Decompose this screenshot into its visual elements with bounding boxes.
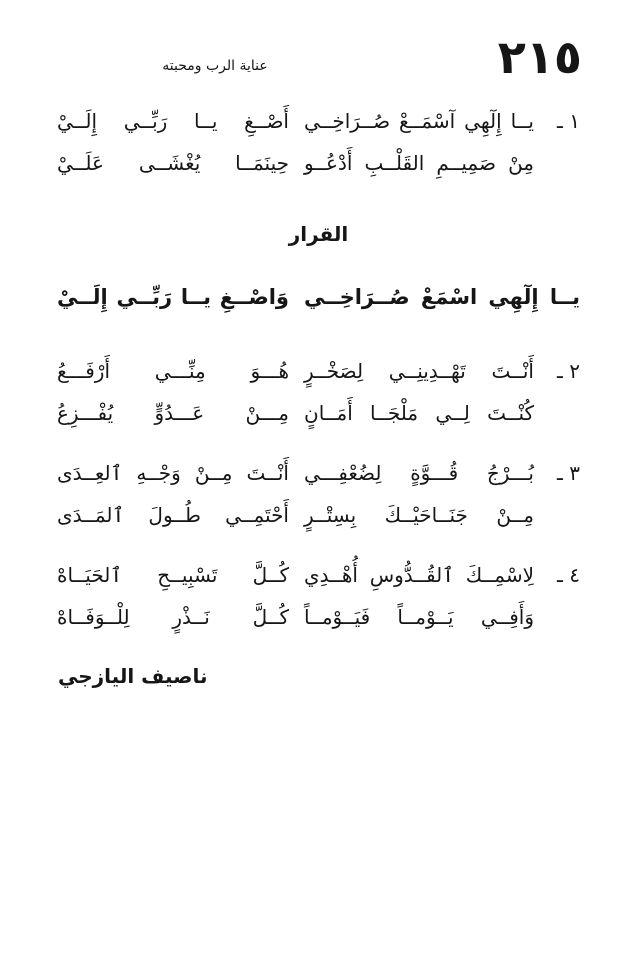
hemistich-right: يــا إِلٓهِي اسْمَعْ صُــرَاخِــي xyxy=(304,285,580,309)
verse-line xyxy=(57,276,580,318)
verse-number: ٣ ـ xyxy=(557,461,580,485)
hemistich-text: يــا إِلٓهِي آسْمَــعْ صُــرَاخِــي xyxy=(304,109,534,133)
verse-number-spacer xyxy=(534,596,580,638)
hemistich-left: أَحْتَمِــي طُــولَ ٱلمَــدَى xyxy=(57,503,289,527)
hemistich-left: كُــلَّ نَــذْرٍ لِلْــوَفَــاهْ xyxy=(57,605,289,629)
verse-number: ٢ ـ xyxy=(557,359,580,383)
verse-line xyxy=(57,494,580,536)
hemistich-text: بُـــرْجُ قُـــوَّةٍ لِضُعْفِـــي xyxy=(304,461,534,485)
verse-2 xyxy=(57,350,580,434)
verse-number-spacer xyxy=(534,494,580,536)
hemistich-left: أَنْــتَ مِــنْ وَجْــهِ ٱلعِــدَى xyxy=(57,461,289,485)
hemistich-text: مِنْ صَمِيــمِ القَلْــبِ أَدْعُــو xyxy=(304,151,534,175)
hemistich-right xyxy=(304,554,580,596)
verse-3 xyxy=(57,452,580,536)
hemistich-left: كُــلَّ تَسْبِيــحِ ٱلحَيَــاهْ xyxy=(57,563,289,587)
hemistich-left: هُـــوَ مِنِّـــي أَرْفَـــعُ xyxy=(57,359,289,383)
refrain-line xyxy=(57,276,580,318)
hemistich-right xyxy=(304,392,580,434)
hemistich-text: أَنْــتَ تَهْــدِينِــي لِصَخْــرٍ xyxy=(304,359,534,383)
hemistich-right xyxy=(304,494,580,536)
running-title: عناية الرب ومحبته xyxy=(162,58,268,74)
verse-line xyxy=(57,350,580,392)
verse-line xyxy=(57,100,580,142)
hemistich-right xyxy=(304,452,580,494)
hemistich-text: كُنْــتَ لِــي مَلْجَــا أَمَــانٍ xyxy=(304,401,534,425)
hemistich-text: لِاسْمِــكَ ٱلقُــدُّوسِ أُهْــدِي xyxy=(304,563,534,587)
verse-4 xyxy=(57,554,580,638)
verse-line xyxy=(57,452,580,494)
hemistich-left: حِينَمَــا يُغْشَــى عَلَــيْ xyxy=(57,151,289,175)
verse-1 xyxy=(57,100,580,184)
hemistich-left: أَصْــغِ يــا رَبِّــي إِلَــيْ xyxy=(57,109,289,133)
hemistich-left: مِـــنْ عَـــدُوٍّ يُفْـــزِعُ xyxy=(57,401,289,425)
verse-number-spacer xyxy=(534,392,580,434)
verse-line xyxy=(57,596,580,638)
hemistich-text: مِــنْ جَنَــاحَيْــكَ بِسِتْــرٍ xyxy=(304,503,534,527)
hemistich-right xyxy=(304,350,580,392)
hemistich-left: وَاصْــغِ يــا رَبِّــي إِلَــيْ xyxy=(57,285,289,309)
verse-line xyxy=(57,554,580,596)
hemistich-right xyxy=(304,142,580,184)
verse-number-spacer xyxy=(534,142,580,184)
verse-line xyxy=(57,142,580,184)
author-name: ناصيف اليازجي xyxy=(58,664,208,688)
verse-number: ١ ـ xyxy=(557,109,580,133)
hymn-number: ٢١٥ xyxy=(497,30,582,84)
verse-number: ٤ ـ xyxy=(557,563,580,587)
refrain-heading: القرار xyxy=(288,222,349,246)
hemistich-right xyxy=(304,100,580,142)
verse-line xyxy=(57,392,580,434)
hemistich-text: وَأَفِــي يَــوْمــاً فَيَــوْمــاً xyxy=(304,605,534,629)
hemistich-right xyxy=(304,596,580,638)
